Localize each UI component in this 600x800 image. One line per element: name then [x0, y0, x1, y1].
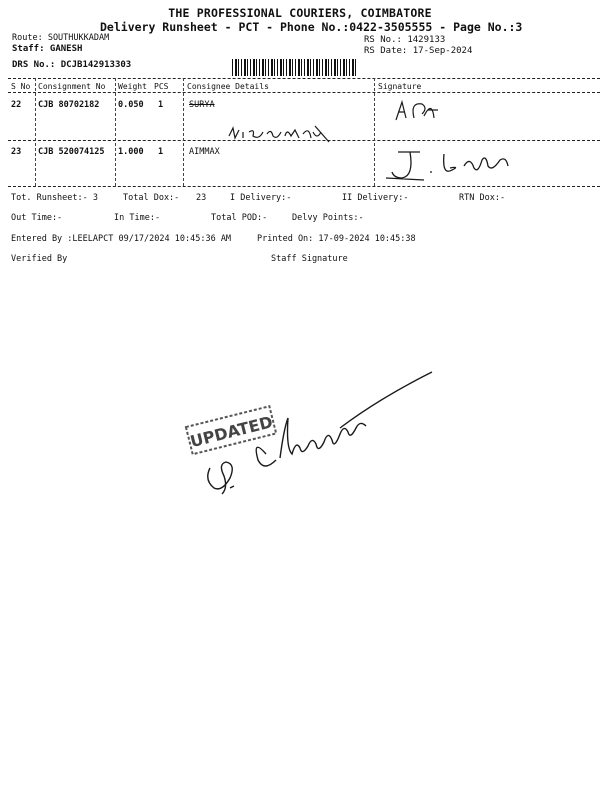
company-name: THE PROFESSIONAL COURIERS, COIMBATORE	[168, 6, 432, 20]
header-consignee-details: Consignee Details	[187, 82, 269, 91]
verified-by: Verified By	[11, 254, 68, 264]
row-weight: 1.000	[118, 147, 144, 157]
row-consignee-name: AIMMAX	[189, 147, 220, 157]
total-dox-label: Total Dox:-	[123, 193, 180, 203]
rs-number: RS No.: 1429133	[364, 35, 446, 45]
signature-mark	[392, 96, 442, 126]
in-time: In Time:-	[114, 213, 161, 223]
delvy-points: Delvy Points:-	[292, 213, 364, 223]
row-s-no: 22	[11, 100, 22, 110]
row-consignment-no: CJB 520074125	[38, 147, 105, 157]
staff-label: Staff: GANESH	[12, 44, 83, 54]
drs-number: DRS No.: DCJB142913303	[12, 60, 132, 70]
runsheet-subtitle: Delivery Runsheet - PCT - Phone No.:0422-3505555 - Page No.:3	[100, 20, 523, 34]
stamp-text: UPDATED	[188, 412, 275, 452]
printed-on: Printed On: 17-09-2024 10:45:38	[257, 234, 416, 244]
row-pcs: 1	[158, 147, 164, 157]
column-divider	[115, 78, 116, 186]
row-consignment-no: CJB 80702182	[38, 100, 100, 110]
column-divider	[35, 78, 36, 186]
staff-signature-label: Staff Signature	[271, 254, 348, 264]
header-pcs: PCS	[154, 82, 169, 91]
header-consignment-no: Consignment No	[38, 82, 106, 91]
column-divider	[374, 78, 375, 186]
row-s-no: 23	[11, 147, 22, 157]
total-pod: Total POD:-	[211, 213, 268, 223]
ii-delivery: II Delivery:-	[342, 193, 409, 203]
header-signature: Signature	[378, 82, 422, 91]
row-pcs: 1	[158, 100, 164, 110]
tot-runsheet: Tot. Runsheet:- 3	[11, 193, 98, 203]
out-time: Out Time:-	[11, 213, 63, 223]
column-divider	[183, 78, 184, 186]
barcode	[232, 59, 358, 76]
signature-mark	[384, 146, 524, 186]
header-s-no: S No	[11, 82, 31, 91]
verifier-signature	[200, 368, 440, 503]
rtn-dox: RTN Dox:-	[459, 193, 506, 203]
table-bottom-rule	[8, 186, 600, 187]
entered-by: Entered By :LEELAPCT 09/17/2024 10:45:36 AM	[11, 234, 232, 244]
rs-date: RS Date: 17-Sep-2024	[364, 46, 473, 56]
total-dox-value: 23	[196, 193, 207, 203]
header-weight: Weight	[118, 82, 147, 91]
handwritten-note	[225, 122, 335, 148]
route-label: Route: SOUTHUKKADAM	[12, 33, 110, 43]
row-consignee-name: SURYA	[189, 100, 215, 110]
table-top-rule	[8, 78, 600, 79]
table-header-rule	[8, 92, 600, 93]
row-weight: 0.050	[118, 100, 144, 110]
i-delivery: I Delivery:-	[230, 193, 292, 203]
